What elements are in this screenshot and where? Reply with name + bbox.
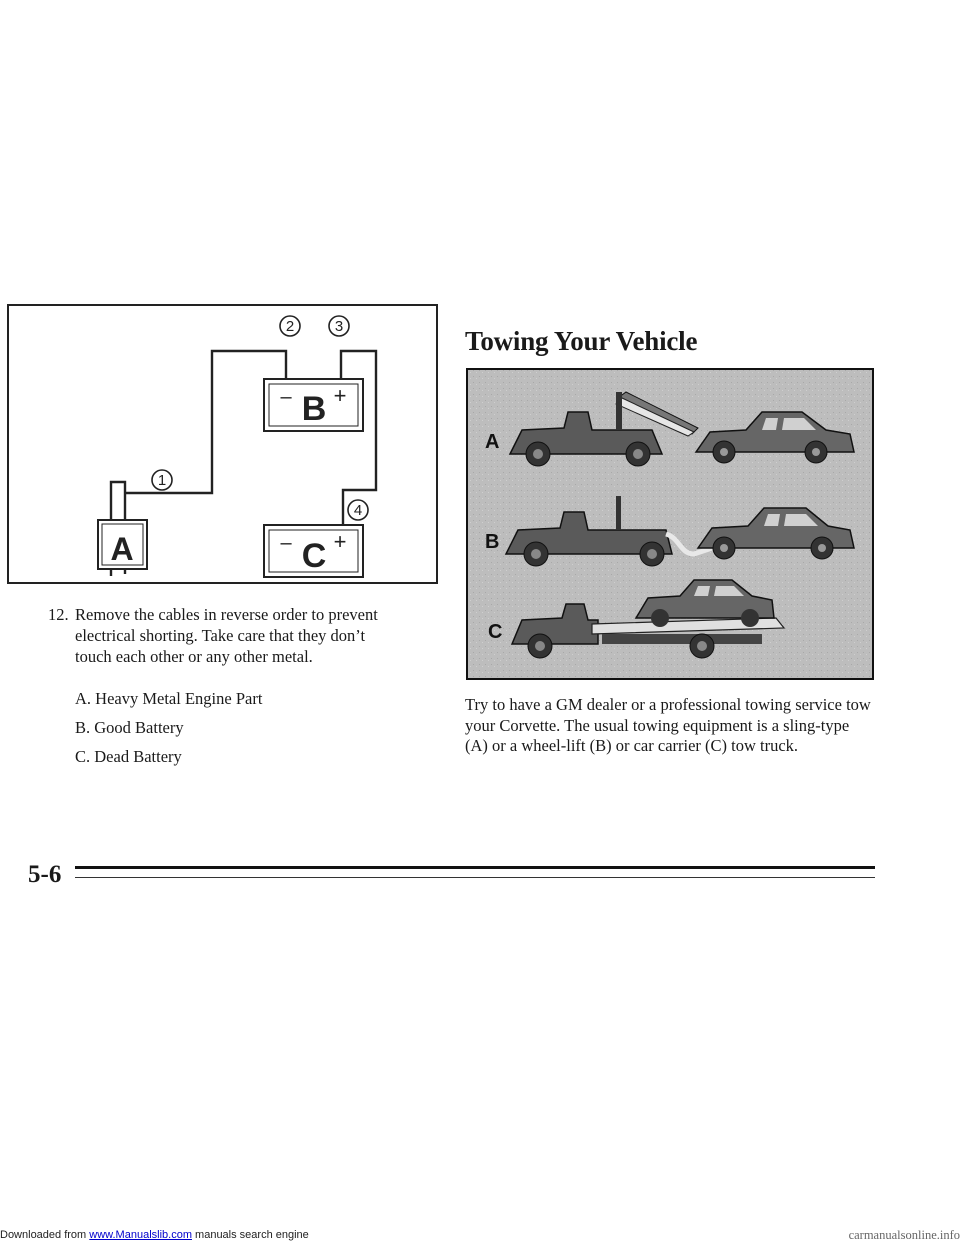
svg-text:4: 4 [353,502,363,519]
legend-c: C. Dead Battery [75,747,182,766]
figure-label-a: A [485,431,500,453]
step-number: 12. [48,605,69,624]
step-12 [48,604,398,667]
towing-paragraph: Try to have a GM dealer or a professional towing service tow your Corvette. The usual towing equipment is a sling-type (A) or a wheel-lift (B) or car carrier (C) tow truck. [465,695,871,755]
plus-terminal-b: + [333,383,347,408]
download-footer [0,1229,309,1241]
callout-3 [329,316,349,336]
minus-terminal-c: – [280,532,292,554]
svg-text:2: 2 [285,318,295,335]
battery-b [264,379,363,431]
svg-text:3: 3 [334,318,344,335]
label-a: A [110,531,134,567]
footer-rule [75,864,875,882]
legend-a: A. Heavy Metal Engine Part [75,689,263,708]
footer-prefix: Downloaded from [0,1229,90,1241]
minus-terminal-b: – [280,386,292,408]
footer-suffix: manuals search engine [191,1229,309,1241]
page-number: 5-6 [28,861,62,888]
tow-truck-illustration [466,368,874,680]
engine-part-a [98,520,147,569]
manualslib-link[interactable]: www.Manualslib.com [89,1229,192,1241]
callout-4 [348,500,368,520]
section-heading: Towing Your Vehicle [465,326,698,356]
svg-text:1: 1 [157,472,167,489]
plus-terminal-c: + [333,529,347,554]
battery-connection-diagram [7,304,438,584]
callout-2 [280,316,300,336]
battery-c [264,525,363,577]
watermark: carmanualsonline.info [848,1228,960,1242]
figure-label-c: C [488,621,503,643]
figure-label-b: B [485,531,500,553]
label-b: B [301,390,327,428]
legend-b: B. Good Battery [75,718,184,737]
label-c: C [301,537,327,575]
step-text: Remove the cables in reverse order to prevent electrical shorting. Take care that they don’t touch each other or any other metal. [75,605,378,666]
callout-1 [152,470,172,490]
